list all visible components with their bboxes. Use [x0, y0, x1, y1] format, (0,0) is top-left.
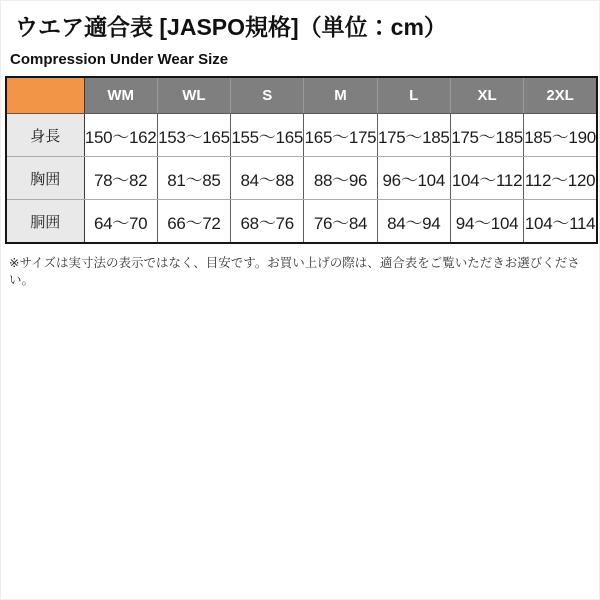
column-header-xl: XL [450, 77, 523, 114]
header-row [6, 77, 597, 114]
table-subtitle: Compression Under Wear Size [10, 50, 229, 68]
size-value-cell: 175〜185 [377, 114, 450, 157]
size-value-cell: 81〜85 [157, 157, 230, 200]
size-value-cell: 84〜94 [377, 200, 450, 243]
column-header-m: M [304, 77, 377, 114]
column-header-l: L [377, 77, 450, 114]
size-value-cell: 175〜185 [450, 114, 523, 157]
size-value-cell: 165〜175 [304, 114, 377, 157]
size-value-cell: 112〜120 [524, 157, 597, 200]
size-note: ※サイズは実寸法の表示ではなく、目安です。お買い上げの際は、適合表をご覧いただきお選びください。 [9, 255, 580, 288]
size-value-cell: 66〜72 [157, 200, 230, 243]
row-label-waist: 胴囲 [6, 200, 84, 243]
size-value-cell: 78〜82 [84, 157, 157, 200]
size-value-cell: 68〜76 [231, 200, 304, 243]
table-row-chest [6, 157, 597, 200]
size-value-cell: 104〜112 [450, 157, 523, 200]
size-table-body [6, 114, 597, 243]
column-header-2xl: 2XL [524, 77, 597, 114]
size-value-cell: 185〜190 [524, 114, 597, 157]
size-value-cell: 153〜165 [157, 114, 230, 157]
page-title: ウエア適合表 [JASPO規格]（単位：cm） [15, 14, 447, 40]
column-header-wl: WL [157, 77, 230, 114]
size-value-cell: 104〜114 [524, 200, 597, 243]
size-value-cell: 150〜162 [84, 114, 157, 157]
corner-cell [6, 77, 84, 114]
size-value-cell: 88〜96 [304, 157, 377, 200]
table-row-height [6, 114, 597, 157]
column-header-wm: WM [84, 77, 157, 114]
size-value-cell: 96〜104 [377, 157, 450, 200]
size-table [5, 76, 598, 244]
size-value-cell: 84〜88 [231, 157, 304, 200]
size-value-cell: 155〜165 [231, 114, 304, 157]
size-value-cell: 64〜70 [84, 200, 157, 243]
size-value-cell: 76〜84 [304, 200, 377, 243]
row-label-chest: 胸囲 [6, 157, 84, 200]
table-row-waist [6, 200, 597, 243]
size-value-cell: 94〜104 [450, 200, 523, 243]
size-table-header [6, 77, 597, 114]
row-label-height: 身長 [6, 114, 84, 157]
column-header-s: S [231, 77, 304, 114]
